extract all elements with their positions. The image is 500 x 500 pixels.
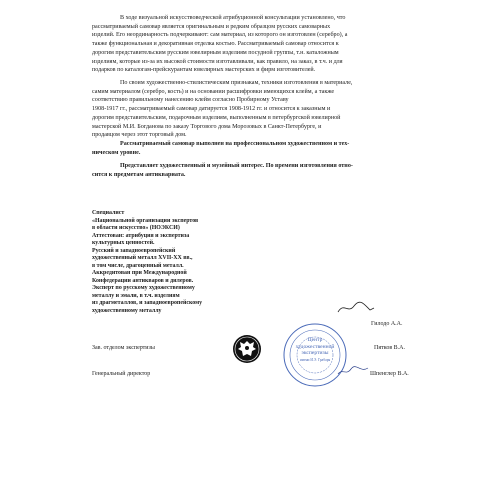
stamp-line: Центр	[307, 337, 323, 343]
credential-line: Специалист	[92, 210, 125, 216]
paragraph-2	[92, 79, 414, 140]
credential-line: художественный металл XVII-XX вв.,	[92, 255, 193, 261]
stamp-line: имени И.Э. Грабаря	[299, 357, 331, 362]
head-role: Зав. отделом экспертизы	[92, 345, 155, 351]
credential-line: Эксперт по русскому художественному	[92, 285, 195, 291]
credential-line: художественному металлу	[92, 307, 162, 314]
text-line: Рассматриваемый самовар выполнен на профессиональном художественном и тех-	[120, 141, 350, 147]
head-name: Пятков В.А.	[374, 345, 405, 351]
director-role: Генеральный директор	[92, 371, 151, 377]
text-line: По своим художественно-стилистическим признакам, техники изготовления в материале,	[120, 80, 353, 86]
credential-line: Русский и западноевропейский	[92, 247, 176, 254]
credential-line: в области искусство» (НОЭКСИ)	[92, 225, 180, 231]
stamp-text	[282, 337, 348, 363]
credential-line: металлу и эмали, в т.ч. изделиям	[92, 292, 180, 299]
text-line: изделий. Его неординарность подчеркивают: сам материал, из которого он изготовлен (серебро), а	[92, 32, 348, 39]
text-line: также функциональная и декоративная отделка костью. Рассматриваемый самовар относится к	[92, 41, 339, 48]
specialist-name: Гилодо А.А.	[371, 321, 403, 327]
text-line: рассматриваемый самовар является оригинальным и редким образцом русских самоварных	[92, 23, 331, 30]
text-line: ническом уровне.	[92, 149, 141, 156]
stamp-line: художественной	[295, 343, 335, 350]
credential-line: Аттестован: атрибуция и экспертиза	[92, 232, 190, 239]
paragraph-1	[92, 14, 414, 75]
text-line: самим материалом (серебро, кость) и на основании расшифровки имеющихся клейм, а также	[92, 88, 335, 95]
director-signature	[336, 364, 370, 378]
specialist-credentials	[92, 210, 262, 315]
credential-line: в том числе, драгоценный металл.	[92, 262, 184, 269]
text-line: дорогим представительским русским ювелирным изделиям посудной группы, т.н. каталожным	[92, 49, 339, 56]
text-line: изделиям, которые из-за их высокой стоимости изготавливали, как правило, на заказ, в т.ч. и для	[92, 58, 343, 65]
credential-line: культурных ценностей.	[92, 240, 155, 246]
stamp-line: экспертизы	[301, 350, 329, 357]
text-line: дорогим представительским, подарочным изделиям, выполненным в петербургской ювелирной	[92, 114, 341, 121]
paragraph-4	[92, 162, 414, 179]
text-line: мастерской М.И. Богданова по заказу Торгового дома Морозовых в Санкт-Петербурге, и	[92, 123, 322, 130]
specialist-signature	[336, 300, 376, 316]
text-line: сится к предметам антиквариата.	[92, 171, 186, 178]
double-headed-eagle-icon	[232, 334, 262, 364]
credential-line: из драгметаллов, и западноевропейскому	[92, 300, 203, 306]
credential-line: «Национальной организации экспертов	[92, 217, 199, 224]
text-line: продавцом через этот торговый дом.	[92, 132, 187, 139]
text-line: подарков по каталогам-прейскурантам ювелирных мастерских и фирм изготовителей.	[92, 67, 316, 74]
text-line: В ходе визуальной искусствоведческой атрибуционной консультации установлено, что	[120, 15, 346, 21]
text-line: соответствию правильному нанесению клейм согласно Пробирному Уставу	[92, 97, 289, 104]
credential-line: Аккредитован при Международной	[92, 270, 187, 276]
paragraph-3	[92, 140, 414, 157]
text-line: 1908-1917 гг., рассматриваемый самовар датируется 1908-1912 гг. и относится к заказным и	[92, 106, 331, 113]
credential-line: Конфедерации антикваров и дилеров.	[92, 277, 194, 284]
director-name: Шпенглер В.А.	[370, 371, 409, 377]
text-line: Представляет художественный и музейный интерес. По времени изготовления отно-	[120, 163, 353, 169]
